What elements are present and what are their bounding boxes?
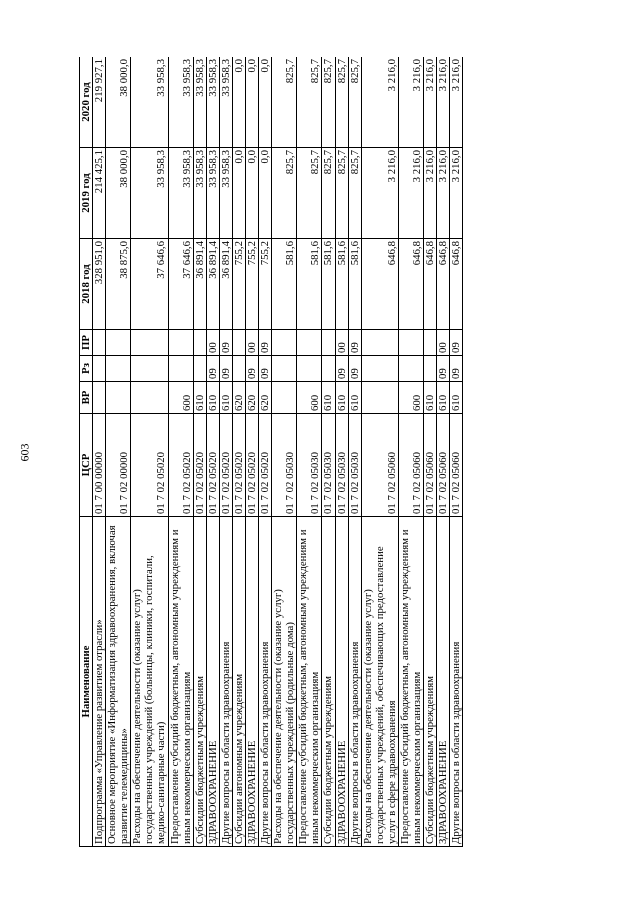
cell-pr — [168, 330, 193, 356]
cell-rz — [361, 356, 398, 382]
cell-2018: 328 951,0 — [93, 239, 106, 330]
cell-rz: 09 — [246, 356, 259, 382]
cell-rz — [106, 356, 131, 382]
cell-name: Расходы на обеспечение деятельности (оказание услуг) государственных учреждений (родильные дома) — [272, 517, 297, 847]
cell-name: Субсидии автономным учреждениям — [232, 517, 245, 847]
page-number-container — [13, 0, 37, 905]
cell-name: Основное мероприятие «Информатизация здравоохранения, включая развитие телемедицины» — [106, 517, 131, 847]
cell-vr: 620 — [246, 382, 259, 414]
cell-rz — [272, 356, 297, 382]
table-row — [335, 57, 348, 847]
cell-rz — [193, 356, 206, 382]
cell-2020: 825,7 — [272, 57, 297, 148]
cell-2018: 37 646,6 — [131, 239, 168, 330]
cell-pr: 00 — [437, 330, 450, 356]
cell-csr: 01 7 02 05020 — [246, 414, 259, 517]
cell-name: Подпрограмма «Управление развитием отрасли» — [93, 517, 106, 847]
cell-pr — [232, 330, 245, 356]
cell-2019: 0,0 — [246, 148, 259, 239]
cell-rz — [232, 356, 245, 382]
cell-csr: 01 7 02 05060 — [424, 414, 437, 517]
cell-rz: 09 — [219, 356, 232, 382]
cell-2020: 825,7 — [322, 57, 335, 148]
cell-csr: 01 7 02 05030 — [297, 414, 322, 517]
cell-2018: 38 875,0 — [106, 239, 131, 330]
cell-name: Другие вопросы в области здравоохранения — [348, 517, 361, 847]
cell-pr: 09 — [219, 330, 232, 356]
cell-2019: 3 216,0 — [361, 148, 398, 239]
cell-rz: 09 — [259, 356, 272, 382]
page-number: 603 — [17, 443, 32, 462]
cell-rz — [168, 356, 193, 382]
table-row — [206, 57, 219, 847]
cell-2019: 825,7 — [348, 148, 361, 239]
cell-2019: 3 216,0 — [398, 148, 423, 239]
table-row — [272, 57, 297, 847]
cell-2020: 3 216,0 — [437, 57, 450, 148]
cell-name: Расходы на обеспечение деятельности (оказание услуг) государственных учреждений, обеспечивающих предоставление услуг в сфере здравоохранения — [361, 517, 398, 847]
cell-vr — [361, 382, 398, 414]
table-row — [297, 57, 322, 847]
cell-rz — [297, 356, 322, 382]
table-row — [450, 57, 463, 847]
cell-2020: 3 216,0 — [361, 57, 398, 148]
cell-name: Предоставление субсидий бюджетным, автономным учреждениям и иным некоммерческим организациям — [168, 517, 193, 847]
cell-pr: 00 — [246, 330, 259, 356]
header-vr: ВР — [80, 382, 93, 414]
cell-vr — [93, 382, 106, 414]
cell-pr: 00 — [206, 330, 219, 356]
header-row — [80, 57, 93, 847]
budget-table-frame — [79, 57, 567, 847]
header-2020: 2020 год — [80, 57, 93, 148]
cell-2019: 33 958,3 — [168, 148, 193, 239]
cell-2020: 3 216,0 — [424, 57, 437, 148]
cell-2019: 3 216,0 — [437, 148, 450, 239]
cell-2020: 825,7 — [297, 57, 322, 148]
cell-csr: 01 7 02 05020 — [206, 414, 219, 517]
table-row — [219, 57, 232, 847]
table-row — [246, 57, 259, 847]
cell-csr: 01 7 02 05020 — [219, 414, 232, 517]
cell-2020: 33 958,3 — [206, 57, 219, 148]
cell-csr: 01 7 02 05030 — [335, 414, 348, 517]
cell-name: Субсидии бюджетным учреждениям — [193, 517, 206, 847]
cell-name: Субсидии бюджетным учреждениям — [424, 517, 437, 847]
cell-2020: 38 000,0 — [106, 57, 131, 148]
table-row — [361, 57, 398, 847]
cell-vr: 600 — [168, 382, 193, 414]
cell-name: Предоставление субсидий бюджетным, автономным учреждениям и иным некоммерческим организациям — [297, 517, 322, 847]
table-row — [106, 57, 131, 847]
cell-csr: 01 7 02 05060 — [450, 414, 463, 517]
cell-2018: 36 891,4 — [193, 239, 206, 330]
cell-2018: 581,6 — [272, 239, 297, 330]
cell-pr — [131, 330, 168, 356]
cell-2019: 33 958,3 — [219, 148, 232, 239]
cell-csr: 01 7 02 05020 — [193, 414, 206, 517]
cell-pr — [424, 330, 437, 356]
cell-vr: 600 — [398, 382, 423, 414]
header-2019: 2019 год — [80, 148, 93, 239]
cell-vr: 610 — [193, 382, 206, 414]
cell-2018: 37 646,6 — [168, 239, 193, 330]
cell-pr: 09 — [348, 330, 361, 356]
cell-2020: 0,0 — [246, 57, 259, 148]
cell-rz — [398, 356, 423, 382]
cell-rz: 09 — [335, 356, 348, 382]
table-row — [348, 57, 361, 847]
cell-2019: 825,7 — [297, 148, 322, 239]
cell-2019: 3 216,0 — [424, 148, 437, 239]
cell-rz — [424, 356, 437, 382]
cell-2020: 825,7 — [348, 57, 361, 148]
cell-rz — [131, 356, 168, 382]
cell-2020: 33 958,3 — [131, 57, 168, 148]
cell-csr: 01 7 02 05030 — [322, 414, 335, 517]
table-row — [398, 57, 423, 847]
header-name: Наименование — [80, 517, 93, 847]
table-header — [80, 57, 93, 847]
cell-2018: 646,8 — [361, 239, 398, 330]
header-rz: Рз — [80, 356, 93, 382]
cell-2020: 33 958,3 — [193, 57, 206, 148]
cell-2020: 0,0 — [232, 57, 245, 148]
cell-vr: 620 — [259, 382, 272, 414]
header-pr: ПР — [80, 330, 93, 356]
cell-2019: 825,7 — [335, 148, 348, 239]
cell-pr — [272, 330, 297, 356]
cell-csr: 01 7 02 05020 — [131, 414, 168, 517]
header-csr: ЦСР — [80, 414, 93, 517]
cell-pr — [322, 330, 335, 356]
table-row — [322, 57, 335, 847]
cell-name: ЗДРАВООХРАНЕНИЕ — [246, 517, 259, 847]
cell-2020: 825,7 — [335, 57, 348, 148]
cell-2018: 581,6 — [322, 239, 335, 330]
cell-pr — [361, 330, 398, 356]
cell-2019: 0,0 — [232, 148, 245, 239]
cell-name: Предоставление субсидий бюджетным, автономным учреждениям и иным некоммерческим организациям — [398, 517, 423, 847]
cell-csr: 01 7 02 00000 — [106, 414, 131, 517]
cell-vr — [106, 382, 131, 414]
cell-name: Расходы на обеспечение деятельности (оказание услуг) государственных учреждений (больницы, клиники, госпитали, медико-санитарные части) — [131, 517, 168, 847]
cell-vr: 610 — [322, 382, 335, 414]
table-row — [168, 57, 193, 847]
cell-csr: 01 7 02 05060 — [361, 414, 398, 517]
cell-2018: 646,8 — [450, 239, 463, 330]
cell-name: ЗДРАВООХРАНЕНИЕ — [206, 517, 219, 847]
cell-2018: 581,6 — [348, 239, 361, 330]
cell-csr: 01 7 02 05020 — [232, 414, 245, 517]
cell-2018: 646,8 — [437, 239, 450, 330]
cell-2019: 214 425,1 — [93, 148, 106, 239]
cell-name: Другие вопросы в области здравоохранения — [259, 517, 272, 847]
cell-vr — [272, 382, 297, 414]
cell-name: ЗДРАВООХРАНЕНИЕ — [437, 517, 450, 847]
cell-pr — [93, 330, 106, 356]
cell-2019: 38 000,0 — [106, 148, 131, 239]
cell-rz: 09 — [348, 356, 361, 382]
table-row — [437, 57, 450, 847]
cell-vr — [131, 382, 168, 414]
cell-2019: 33 958,3 — [131, 148, 168, 239]
cell-name: Другие вопросы в области здравоохранения — [450, 517, 463, 847]
cell-rz: 09 — [206, 356, 219, 382]
cell-2019: 825,7 — [322, 148, 335, 239]
cell-vr: 610 — [450, 382, 463, 414]
cell-vr: 600 — [297, 382, 322, 414]
table-row — [232, 57, 245, 847]
cell-pr — [193, 330, 206, 356]
table-body — [93, 57, 463, 847]
cell-2018: 36 891,4 — [206, 239, 219, 330]
cell-csr: 01 7 02 05020 — [168, 414, 193, 517]
cell-vr: 610 — [206, 382, 219, 414]
cell-2018: 581,6 — [335, 239, 348, 330]
cell-2019: 33 958,3 — [206, 148, 219, 239]
cell-csr: 01 7 02 05060 — [437, 414, 450, 517]
cell-2020: 3 216,0 — [398, 57, 423, 148]
cell-csr: 01 7 02 05060 — [398, 414, 423, 517]
cell-vr: 620 — [232, 382, 245, 414]
cell-2018: 646,8 — [424, 239, 437, 330]
cell-name: ЗДРАВООХРАНЕНИЕ — [335, 517, 348, 847]
budget-table — [79, 57, 463, 847]
cell-2020: 0,0 — [259, 57, 272, 148]
cell-name: Другие вопросы в области здравоохранения — [219, 517, 232, 847]
table-row — [259, 57, 272, 847]
cell-csr: 01 7 02 05030 — [272, 414, 297, 517]
cell-csr: 01 7 00 00000 — [93, 414, 106, 517]
cell-pr — [106, 330, 131, 356]
cell-2019: 3 216,0 — [450, 148, 463, 239]
cell-vr: 610 — [219, 382, 232, 414]
cell-name: Субсидии бюджетным учреждениям — [322, 517, 335, 847]
cell-2020: 33 958,3 — [168, 57, 193, 148]
cell-csr: 01 7 02 05030 — [348, 414, 361, 517]
cell-2018: 755,2 — [259, 239, 272, 330]
table-row — [93, 57, 106, 847]
cell-vr: 610 — [335, 382, 348, 414]
cell-2020: 219 927,1 — [93, 57, 106, 148]
cell-csr: 01 7 02 05020 — [259, 414, 272, 517]
cell-rz — [93, 356, 106, 382]
cell-rz: 09 — [437, 356, 450, 382]
cell-2019: 825,7 — [272, 148, 297, 239]
cell-2018: 755,2 — [232, 239, 245, 330]
cell-rz: 09 — [450, 356, 463, 382]
cell-pr — [297, 330, 322, 356]
cell-pr — [398, 330, 423, 356]
cell-vr: 610 — [348, 382, 361, 414]
cell-vr: 610 — [437, 382, 450, 414]
header-2018: 2018 год — [80, 239, 93, 330]
table-row — [193, 57, 206, 847]
cell-2018: 755,2 — [246, 239, 259, 330]
budget-table-rotator — [79, 57, 567, 847]
cell-vr: 610 — [424, 382, 437, 414]
cell-2019: 33 958,3 — [193, 148, 206, 239]
cell-pr: 09 — [450, 330, 463, 356]
cell-2019: 0,0 — [259, 148, 272, 239]
cell-2018: 36 891,4 — [219, 239, 232, 330]
cell-2020: 33 958,3 — [219, 57, 232, 148]
cell-rz — [322, 356, 335, 382]
cell-2018: 581,6 — [297, 239, 322, 330]
cell-pr: 00 — [335, 330, 348, 356]
cell-2018: 646,8 — [398, 239, 423, 330]
cell-2020: 3 216,0 — [450, 57, 463, 148]
table-row — [131, 57, 168, 847]
cell-pr: 09 — [259, 330, 272, 356]
table-row — [424, 57, 437, 847]
